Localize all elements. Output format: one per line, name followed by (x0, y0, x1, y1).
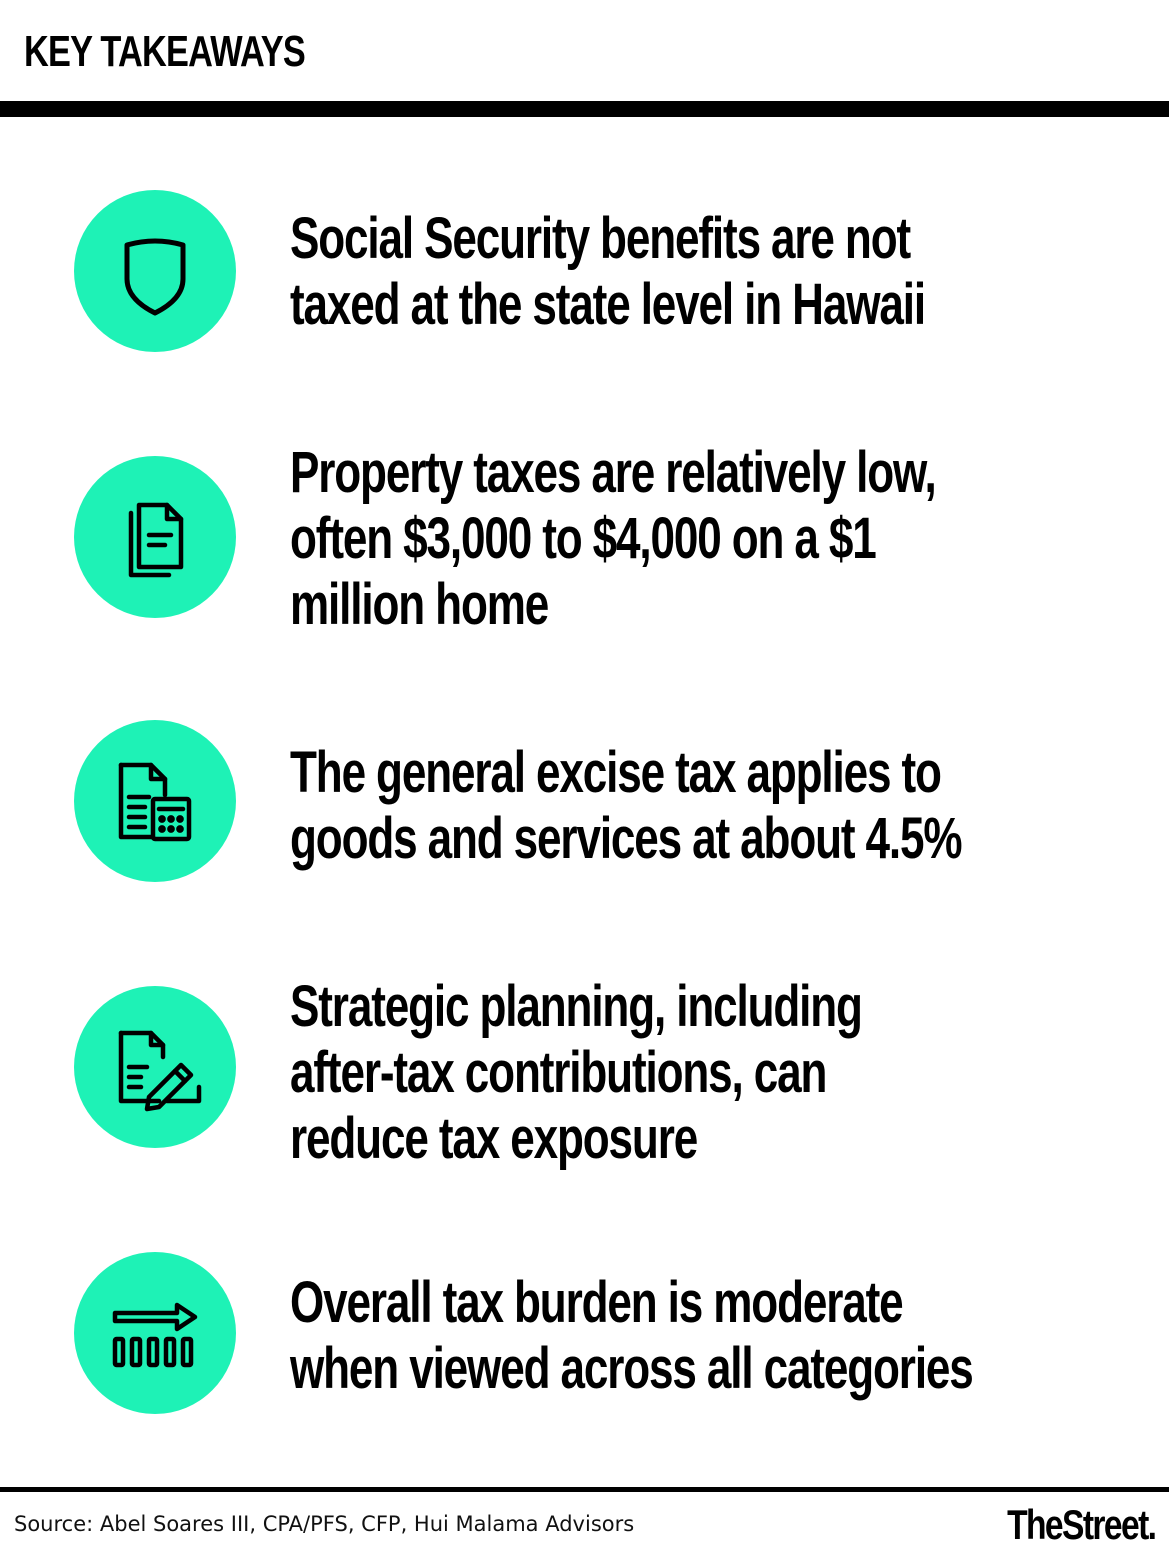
takeaway-5-line-1: Overall tax burden is moderate (290, 1270, 903, 1335)
documents-icon (74, 456, 236, 618)
takeaway-3-line-1: The general excise tax applies to (290, 740, 941, 805)
tax-calculator-icon (74, 720, 236, 882)
document-edit-icon (74, 986, 236, 1148)
takeaway-2-line-1: Property taxes are relatively low, (290, 440, 936, 505)
brand-logo: TheStreet. (1006, 1501, 1155, 1548)
shield-icon (74, 190, 236, 352)
arrow-scale-icon (74, 1252, 236, 1414)
takeaway-4-line-2: after-tax contributions, can (290, 1040, 827, 1105)
takeaway-5-line-2: when viewed across all categories (290, 1336, 973, 1401)
takeaway-1-line-2: taxed at the state level in Hawaii (290, 272, 925, 337)
source-credit: Source: Abel Soares III, CPA/PFS, CFP, Hui Malama Advisors (14, 1512, 635, 1536)
takeaway-2-line-2: often $3,000 to $4,000 on a $1 (290, 506, 876, 571)
page-title: KEY TAKEAWAYS (24, 27, 306, 76)
takeaway-4-line-3: reduce tax exposure (290, 1106, 698, 1171)
takeaway-1-line-1: Social Security benefits are not (290, 206, 911, 271)
footer-divider (0, 1487, 1169, 1492)
takeaway-4-line-1: Strategic planning, including (290, 974, 862, 1039)
header-divider (0, 101, 1169, 117)
takeaway-3-line-2: goods and services at about 4.5% (290, 806, 962, 871)
takeaway-2-line-3: million home (290, 572, 549, 637)
